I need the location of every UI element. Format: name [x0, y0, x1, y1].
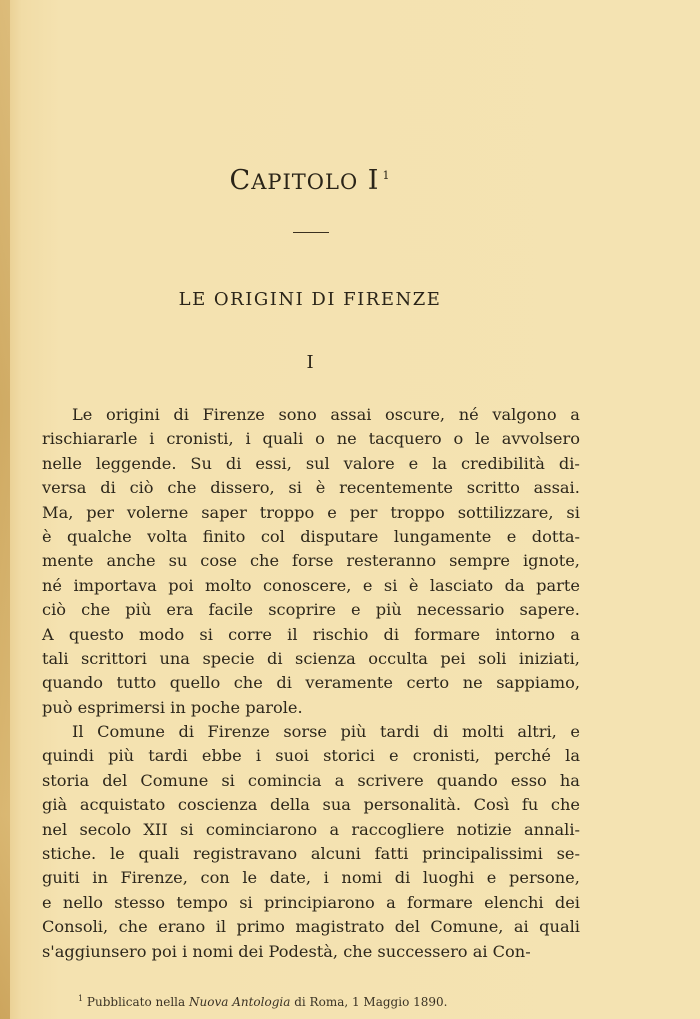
text-line: Consoli, che erano il primo magistrato del Comune, ai quali	[42, 917, 580, 937]
text-line: A questo modo si corre il rischio di formare intorno a	[42, 624, 580, 644]
chapter-title	[0, 165, 620, 196]
text-line: ciò che più era facile scoprire e più necessario sapere.	[42, 600, 580, 620]
footnote-mark: 1	[78, 994, 84, 1003]
section-number: I	[306, 352, 314, 373]
text-line: può esprimersi in poche parole.	[42, 697, 303, 717]
text-line: versa di ciò che dissero, si è recentemente scritto assai.	[42, 478, 580, 498]
text-line: guiti in Firenze, con le date, i nomi di luoghi e persone,	[42, 868, 580, 888]
text-line: Ma, per volerne saper troppo e per troppo sottilizzare, si	[42, 502, 580, 522]
text-line: nel secolo XII si cominciarono a raccogliere notizie annali-	[42, 819, 580, 839]
text-line: nelle leggende. Su di essi, sul valore e la credibilità di-	[42, 453, 580, 473]
text-line: s'aggiunsero poi i nomi dei Podestà, che successero ai Con-	[42, 941, 531, 961]
text-line: è qualche volta finito col disputare lungamente e dotta-	[42, 526, 580, 546]
title-divider	[293, 232, 329, 233]
page-edge	[0, 0, 10, 1019]
chapter-numeral: I	[367, 165, 380, 196]
text-line: quando tutto quello che di veramente certo ne sappiamo,	[42, 673, 580, 693]
text-line: tali scrittori una specie di scienza occulta pei soli iniziati,	[42, 648, 580, 668]
text-line: e nello stesso tempo si principiarono a formare elenchi dei	[42, 892, 580, 912]
footnote	[78, 994, 447, 1009]
text-line: già acquistato coscienza della sua personalità. Così fu che	[42, 795, 580, 815]
chapter-title-initial: C	[229, 165, 252, 196]
section-title: LE ORIGINI DI FIRENZE	[178, 289, 442, 310]
chapter-title-rest: APITOLO	[251, 170, 359, 194]
footnote-journal: Nuova Antologia	[189, 995, 291, 1009]
footnote-text-after: di Roma, 1 Maggio 1890.	[294, 995, 448, 1009]
text-line: rischiararle i cronisti, i quali o ne tacquero o le avvolsero	[42, 429, 580, 449]
chapter-footnote-mark: 1	[382, 169, 391, 182]
paragraph-2	[42, 720, 580, 964]
text-line: né importava poi molto conoscere, e si è lasciato da parte	[42, 575, 580, 595]
footnote-text-before: Pubblicato nella	[86, 995, 186, 1009]
text-line: quindi più tardi ebbe i suoi storici e cronisti, perché la	[42, 746, 580, 766]
text-line: storia del Comune si comincia a scrivere quando esso ha	[42, 770, 580, 790]
text-line: Le origini di Firenze sono assai oscure, né valgono a	[72, 405, 580, 424]
text-line: Il Comune di Firenze sorse più tardi di molti altri, e	[72, 722, 580, 742]
text-line: mente anche su cose che forse resteranno sempre ignote,	[42, 551, 580, 571]
text-line: stiche. le quali registravano alcuni fatti principalissimi se-	[42, 844, 580, 864]
body-text	[42, 403, 580, 964]
paragraph-1	[42, 403, 580, 720]
